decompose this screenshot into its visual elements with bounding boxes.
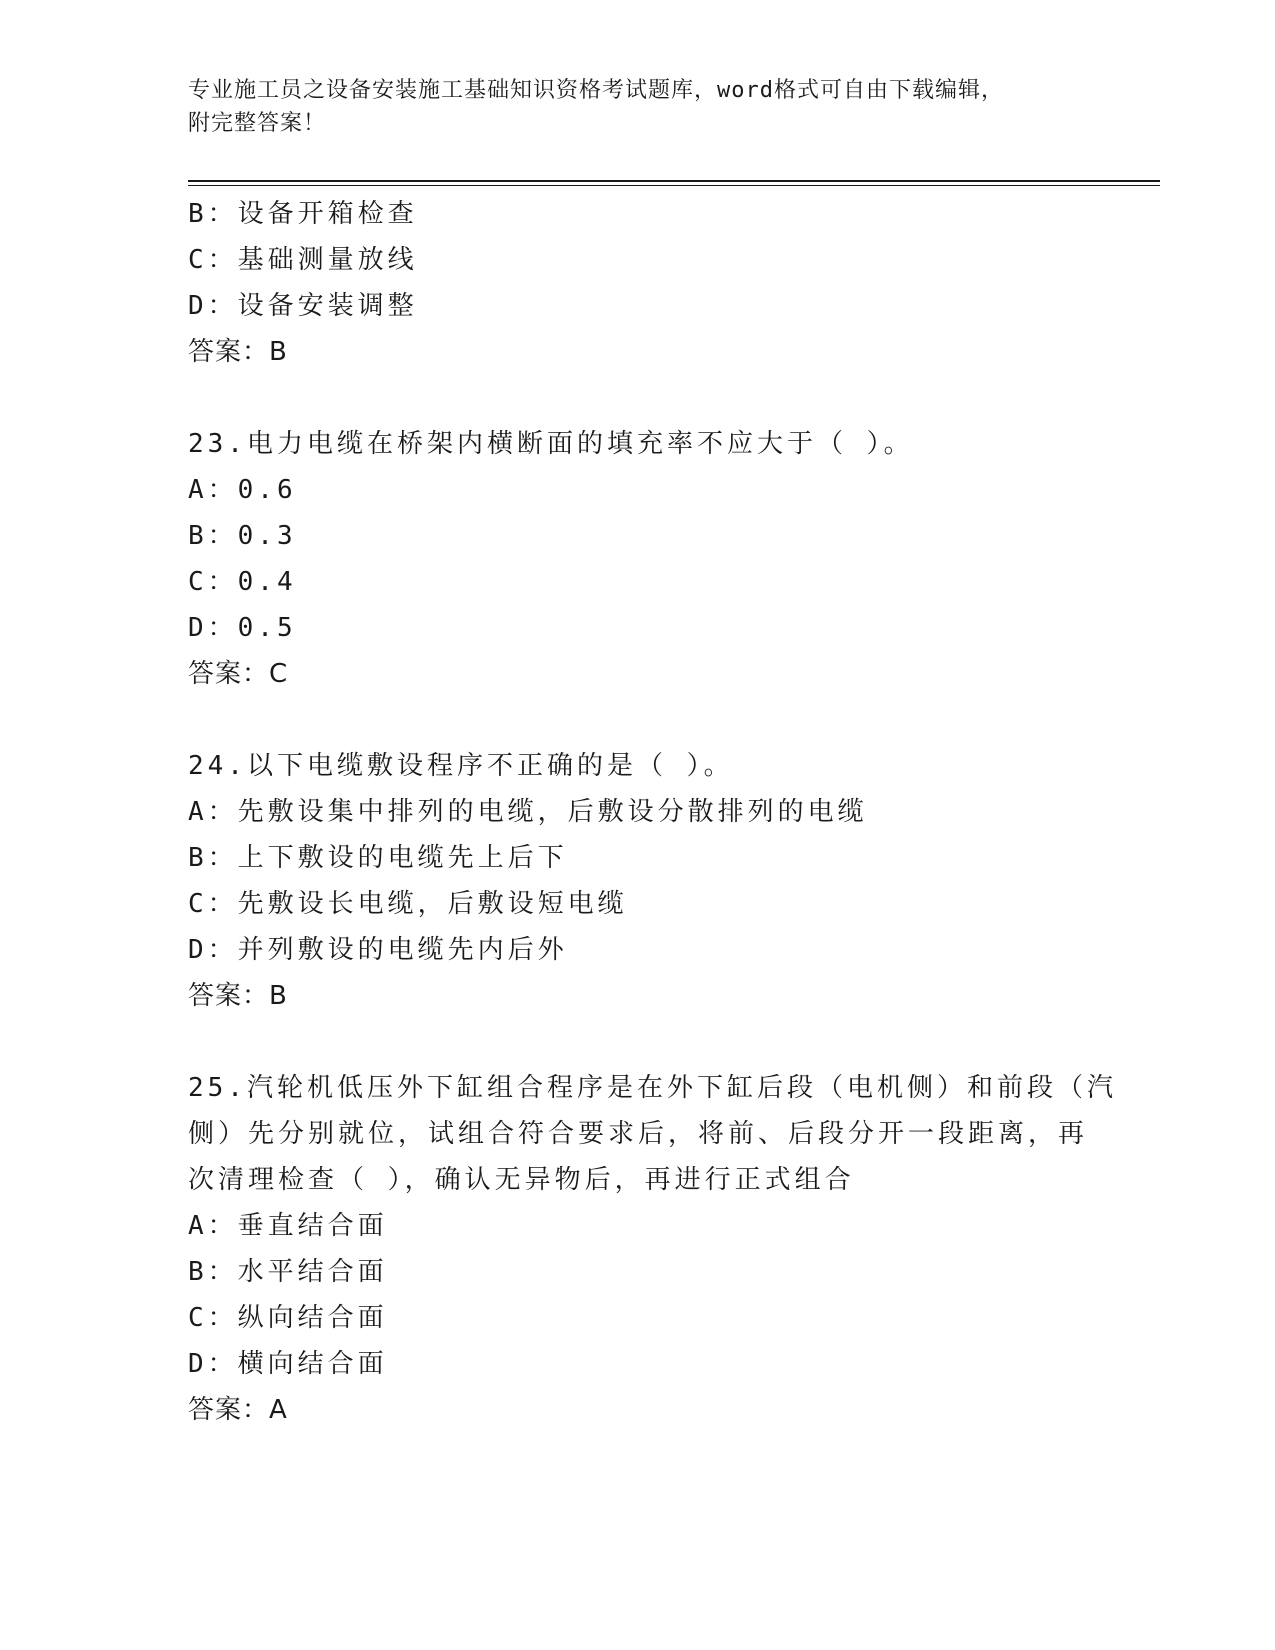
- option-c: C：先敷设长电缆，后敷设短电缆: [188, 889, 628, 919]
- option-b: B：0.3: [188, 521, 297, 551]
- option-a: A：垂直结合面: [188, 1211, 388, 1241]
- option-d: D：并列敷设的电缆先内后外: [188, 935, 568, 965]
- option-d: D：0.5: [188, 613, 297, 643]
- spacer: [188, 697, 1160, 743]
- option-b: B：设备开箱检查: [188, 199, 418, 229]
- option-d: D：横向结合面: [188, 1349, 388, 1379]
- answer-line: 答案：B: [188, 981, 288, 1011]
- option-a: A：0.6: [188, 475, 297, 505]
- question-stem-line-3: 次清理检查（ ），确认无异物后，再进行正式组合: [188, 1165, 855, 1195]
- question-22-continued: [188, 191, 1160, 375]
- question-25: [188, 1065, 1160, 1433]
- spacer: [188, 375, 1160, 421]
- question-stem: 24.以下电缆敷设程序不正确的是（ ）。: [188, 751, 734, 781]
- question-stem-line-1: 25.汽轮机低压外下缸组合程序是在外下缸后段（电机侧）和前段（汽: [188, 1073, 1117, 1103]
- header-rule-thick: [188, 180, 1160, 182]
- question-24: [188, 743, 1160, 1019]
- document-header: [188, 74, 1088, 140]
- answer-line: 答案：C: [188, 659, 289, 689]
- option-b: B：水平结合面: [188, 1257, 388, 1287]
- option-b: B：上下敷设的电缆先上后下: [188, 843, 568, 873]
- option-c: C：0.4: [188, 567, 297, 597]
- header-line-2: 附完整答案！: [188, 111, 327, 136]
- option-c: C：基础测量放线: [188, 245, 418, 275]
- header-line-1: 专业施工员之设备安装施工基础知识资格考试题库，word格式可自由下载编辑，: [188, 78, 1004, 103]
- question-stem-line-2: 侧）先分别就位，试组合符合要求后，将前、后段分开一段距离，再: [188, 1119, 1089, 1149]
- answer-line: 答案：A: [188, 1395, 288, 1425]
- option-d: D：设备安装调整: [188, 291, 418, 321]
- question-stem: 23.电力电缆在桥架内横断面的填充率不应大于（ ）。: [188, 429, 914, 459]
- option-a: A：先敷设集中排列的电缆，后敷设分散排列的电缆: [188, 797, 868, 827]
- question-23: [188, 421, 1160, 697]
- option-c: C：纵向结合面: [188, 1303, 388, 1333]
- question-list: [188, 191, 1160, 1433]
- spacer: [188, 1019, 1160, 1065]
- header-rule-thin: [188, 185, 1160, 186]
- answer-line: 答案：B: [188, 337, 288, 367]
